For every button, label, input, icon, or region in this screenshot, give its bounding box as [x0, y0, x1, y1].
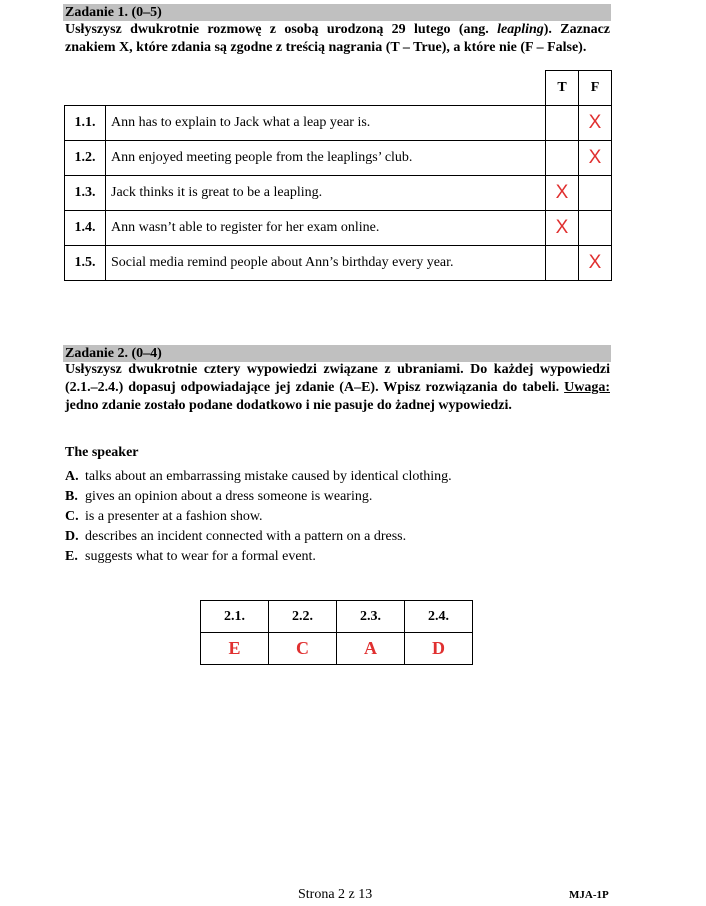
answer-table	[200, 600, 473, 665]
answer-t-cell[interactable]	[546, 141, 579, 176]
list-item: D. describes an incident connected with a pattern on a dress.	[65, 529, 407, 544]
answer-f-cell[interactable]: X	[579, 106, 612, 141]
speaker-title: The speaker	[65, 445, 139, 460]
list-item: C. is a presenter at a fashion show.	[65, 509, 263, 524]
answer-cell[interactable]: D	[405, 633, 473, 665]
answer-header: 2.1.	[201, 601, 269, 633]
table-row	[65, 211, 612, 246]
answer-f-cell[interactable]	[579, 176, 612, 211]
task1-header: Zadanie 1. (0–5)	[63, 4, 611, 21]
answer-t-cell[interactable]	[546, 246, 579, 281]
page-number: Strona 2 z 13	[298, 887, 373, 902]
task1-table	[64, 70, 612, 281]
row-number: 1.4.	[65, 211, 106, 246]
col-false-header: F	[579, 71, 612, 106]
list-item: A. talks about an embarrassing mistake caused by identical clothing.	[65, 469, 452, 484]
table-row	[65, 141, 612, 176]
task1-instruction: Usłyszysz dwukrotnie rozmowę z osobą urodzoną 29 lutego (ang. leapling). Zaznacz znakiem X, które zdania są zgodne z treścią nagrania (T – True), a które nie (F – False).	[65, 22, 610, 55]
list-item: E. suggests what to wear for a formal event.	[65, 549, 316, 564]
answer-t-cell[interactable]: X	[546, 176, 579, 211]
row-number: 1.3.	[65, 176, 106, 211]
col-true-header: T	[546, 71, 579, 106]
task2-header: Zadanie 2. (0–4)	[63, 345, 611, 362]
row-number: 1.5.	[65, 246, 106, 281]
row-number: 1.2.	[65, 141, 106, 176]
table-row	[65, 246, 612, 281]
task2-instruction: Usłyszysz dwukrotnie cztery wypowiedzi związane z ubraniami. Do każdej wypowiedzi (2.1.–2.4.) dopasuj odpowiadające jej zdanie (A–E). Wpisz rozwiązania do tabeli. Uwaga: jedno zdanie zostało podane dodatkowo i nie pasuje do żadnej wypowiedzi.	[65, 362, 610, 413]
answer-header: 2.2.	[269, 601, 337, 633]
statement: Social media remind people about Ann’s birthday every year.	[106, 246, 546, 281]
answer-f-cell[interactable]: X	[579, 246, 612, 281]
row-number: 1.1.	[65, 106, 106, 141]
statement: Ann has to explain to Jack what a leap year is.	[106, 106, 546, 141]
statement: Ann wasn’t able to register for her exam online.	[106, 211, 546, 246]
exam-code: MJA-1P	[569, 889, 609, 901]
answer-header: 2.3.	[337, 601, 405, 633]
note-label: Uwaga:	[564, 380, 610, 395]
answer-header: 2.4.	[405, 601, 473, 633]
answer-f-cell[interactable]	[579, 211, 612, 246]
table-row	[65, 106, 612, 141]
statement: Jack thinks it is great to be a leapling.	[106, 176, 546, 211]
answer-cell[interactable]: A	[337, 633, 405, 665]
answer-cell[interactable]: E	[201, 633, 269, 665]
answer-t-cell[interactable]	[546, 106, 579, 141]
table-row	[65, 176, 612, 211]
answer-t-cell[interactable]: X	[546, 211, 579, 246]
answer-f-cell[interactable]: X	[579, 141, 612, 176]
list-item: B. gives an opinion about a dress someone is wearing.	[65, 489, 373, 504]
answer-cell[interactable]: C	[269, 633, 337, 665]
options-list	[65, 468, 452, 568]
statement: Ann enjoyed meeting people from the leaplings’ club.	[106, 141, 546, 176]
